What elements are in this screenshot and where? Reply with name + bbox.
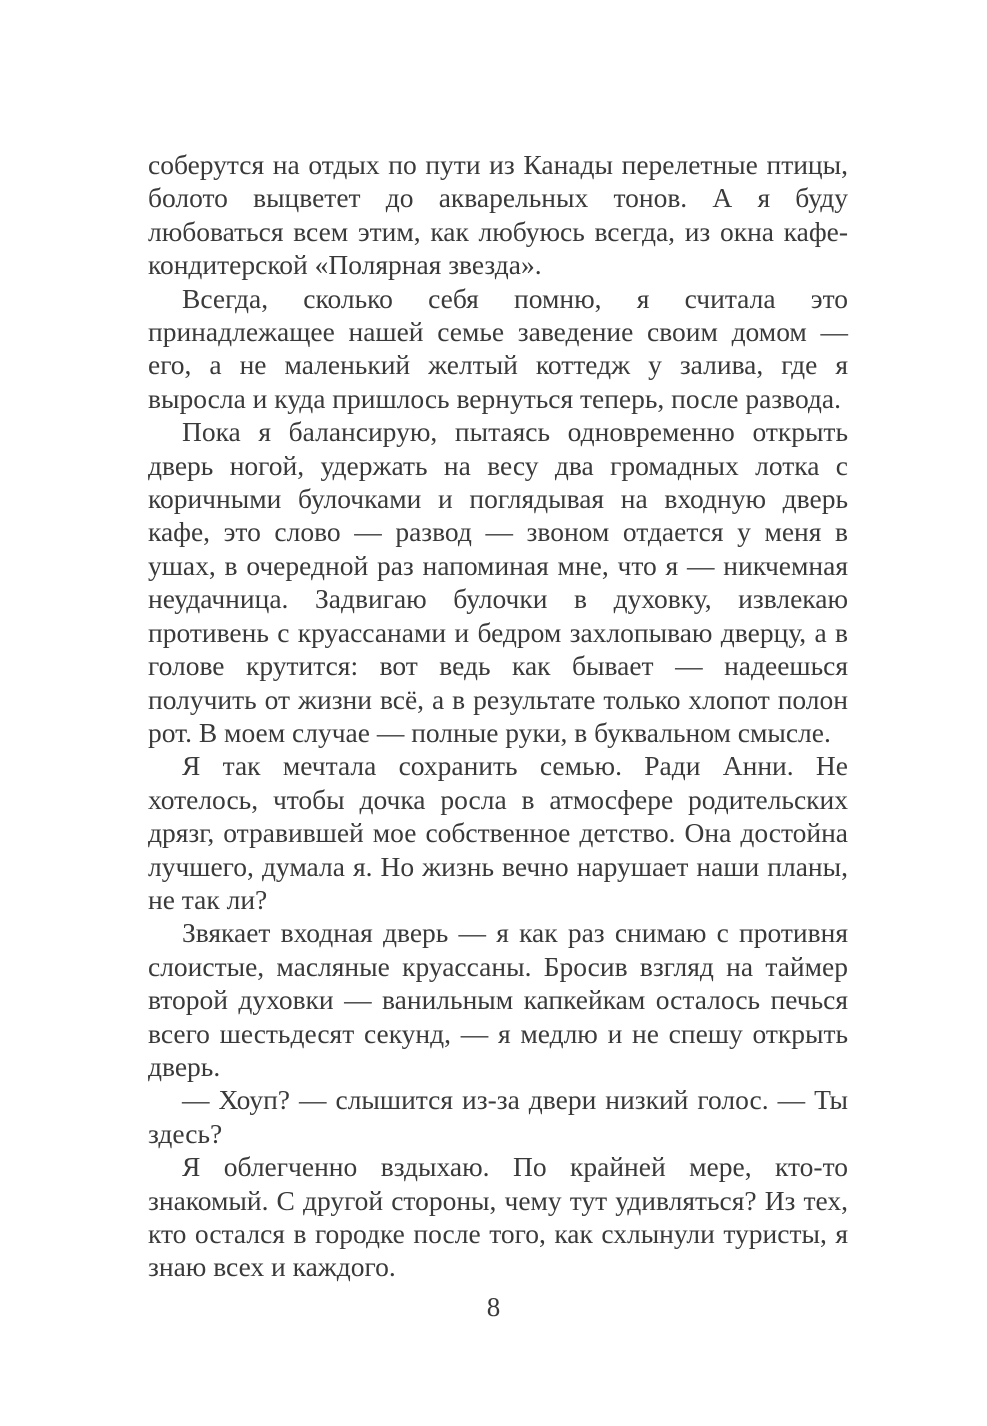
page-number: 8 bbox=[486, 1292, 501, 1322]
paragraph-1: соберутся на отдых по пути из Канады перелетные птицы, болото выцветет до акварельных тонов. А я буду любоваться всем этим, как любуюсь всегда, из окна кафе-кондитерской «Полярная звезда». bbox=[148, 149, 848, 281]
paragraph-6: — Хоуп? — слышится из-за двери низкий голос. — Ты здесь? bbox=[148, 1084, 848, 1149]
paragraph-2: Всегда, сколько себя помню, я считала это принадлежащее нашей семье заведение своим домом — его, а не маленький желтый коттедж у залива, где я выросла и куда пришлось вернуться теперь, после развода. bbox=[148, 282, 848, 414]
paragraph-7: Я облегченно вздыхаю. По крайней мере, кто-то знакомый. С другой стороны, чему тут удивляться? Из тех, кто остался в городке после того, как схлынули туристы, я знаю всех и каждого. bbox=[148, 1151, 848, 1283]
paragraph-5: Звякает входная дверь — я как раз снимаю с противня слоистые, масляные круассаны. Бросив взгляд на таймер второй духовки — ванильным капкейкам осталось печься всего шестьдесят секунд, — я медлю и не спешу открыть дверь. bbox=[148, 917, 848, 1082]
paragraph-4: Я так мечтала сохранить семью. Ради Анни. Не хотелось, чтобы дочка росла в атмосфере родительских дрязг, отравившей мое собственное детство. Она достойна лучшего, думала я. Но жизнь вечно нарушает наши планы, не так ли? bbox=[148, 750, 848, 915]
paragraph-3: Пока я балансирую, пытаясь одновременно открыть дверь ногой, удержать на весу два громадных лотка с коричными булочками и поглядывая на входную дверь кафе, это слово — развод — звоном отдается у меня в ушах, в очередной раз напоминая мне, что я — никчемная неудачница. Задвигаю булочки в духовку, извлекаю противень с круассанами и бедром захлопываю дверцу, а в голове крутится: вот ведь как бывает — надеешься получить от жизни всё, а в результате только хлопот полон рот. В моем случае — полные руки, в буквальном смысле. bbox=[148, 416, 848, 748]
body-text bbox=[148, 148, 848, 1284]
